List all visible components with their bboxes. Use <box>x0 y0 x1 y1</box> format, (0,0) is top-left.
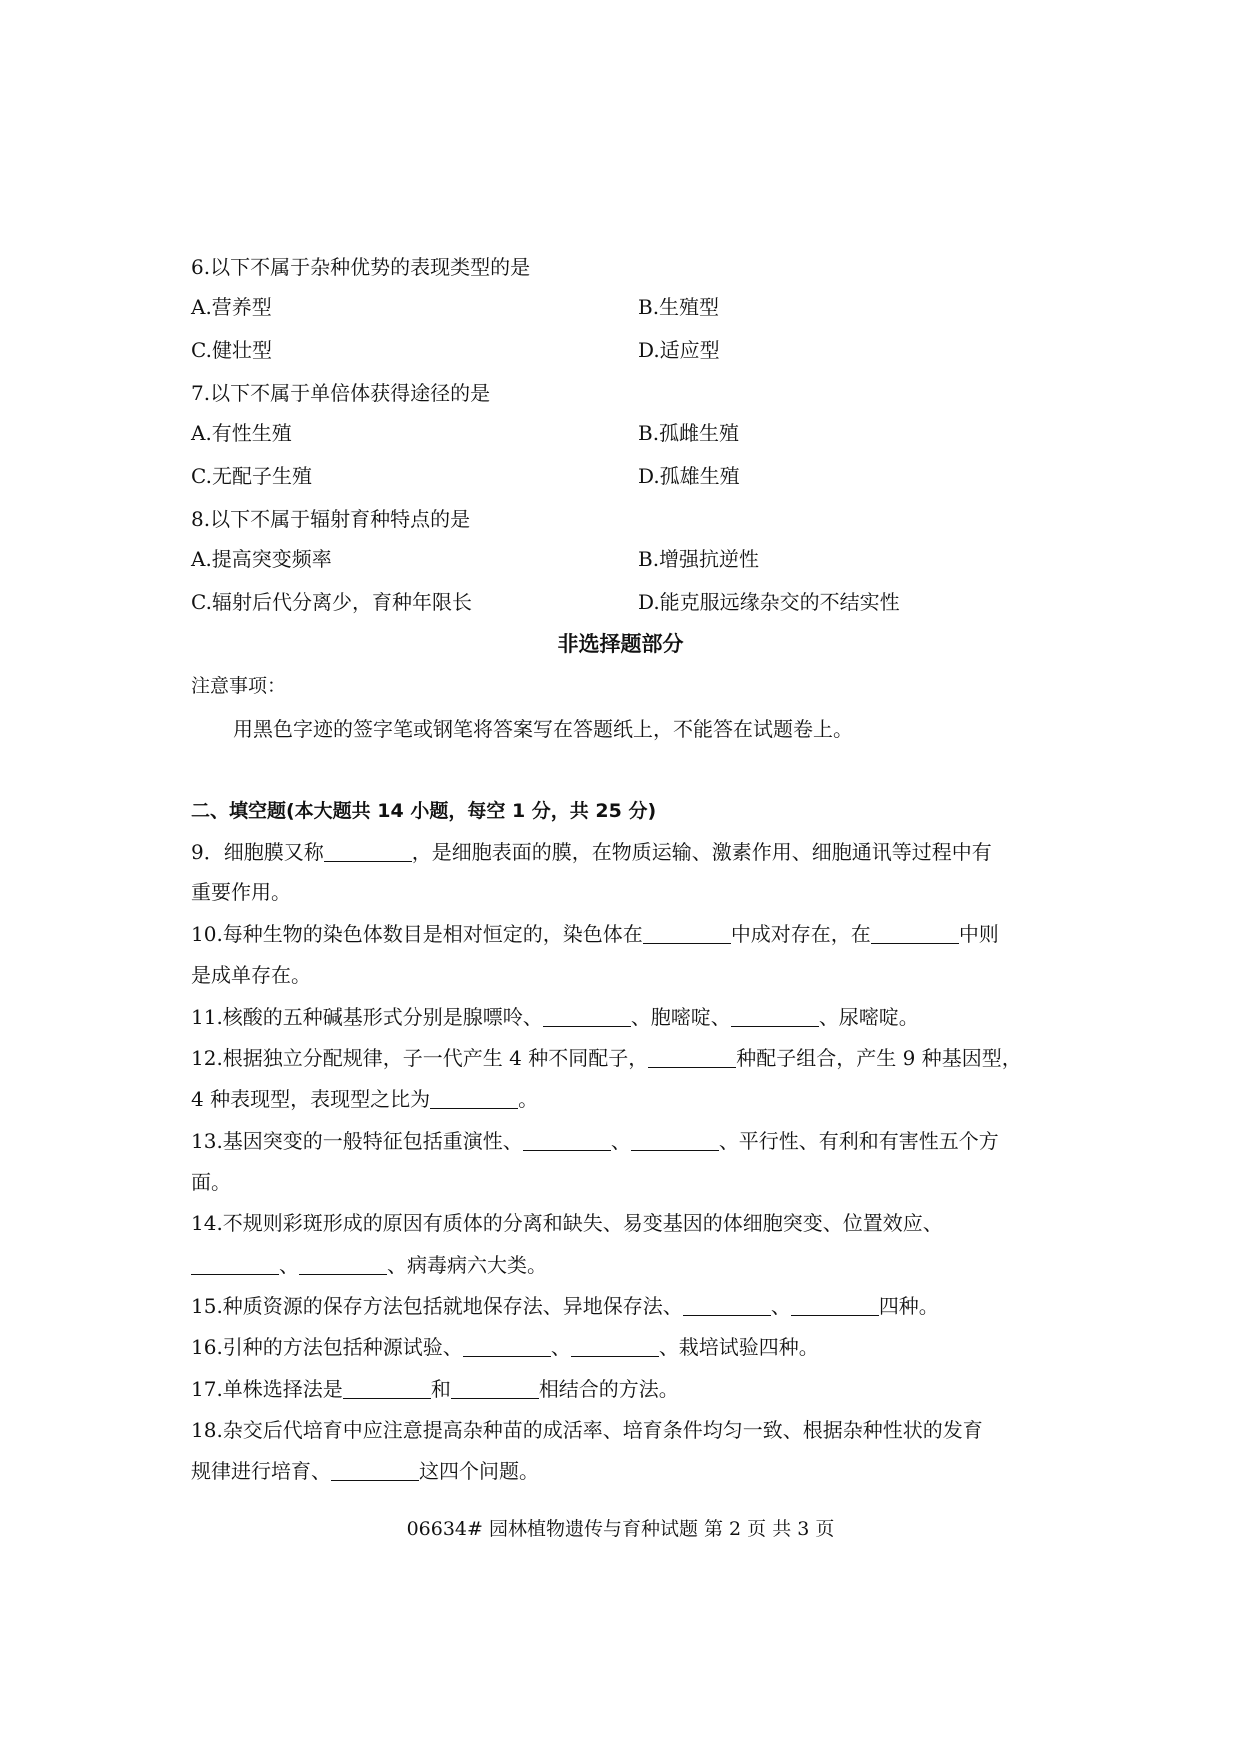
q11-text-3: 、尿嘧啶。 <box>818 1005 919 1029</box>
question-7-option-d: D.孤雄生殖 <box>638 464 740 488</box>
q15-text-2: 、 <box>770 1294 791 1318</box>
question-8-option-c: C.辐射后代分离少，育种年限长 <box>191 590 472 614</box>
answer-blank <box>523 1130 611 1151</box>
question-9-line2: 重要作用。 <box>191 880 291 904</box>
q14-text-3: 、病毒病六大类。 <box>387 1253 547 1277</box>
question-6-stem: 6.以下不属于杂种优势的表现类型的是 <box>191 255 531 279</box>
question-18-line2 <box>191 1457 539 1485</box>
section-title: 非选择题部分 <box>557 632 684 656</box>
question-18-line1: 18.杂交后代培育中应注意提高杂种苗的成活率、培育条件均匀一致、根据杂种性状的发育 <box>191 1418 983 1442</box>
notice-label: 注意事项： <box>191 675 287 697</box>
answer-blank <box>343 1378 431 1399</box>
answer-blank <box>571 1336 659 1357</box>
question-7-option-c: C.无配子生殖 <box>191 464 312 488</box>
question-7-stem: 7.以下不属于单倍体获得途径的是 <box>191 381 491 405</box>
q17-text-2: 和 <box>430 1377 451 1401</box>
question-14-line1: 14.不规则彩斑形成的原因有质体的分离和缺失、易变基因的体细胞突变、位置效应、 <box>191 1211 943 1235</box>
answer-blank <box>791 1295 879 1316</box>
q18-text-3: 这四个问题。 <box>419 1459 539 1483</box>
question-6-option-c: C.健壮型 <box>191 338 272 362</box>
answer-blank <box>643 923 731 944</box>
question-7-option-a: A.有性生殖 <box>191 421 292 445</box>
q13-text-1: 13.基因突变的一般特征包括重演性、 <box>191 1129 523 1153</box>
question-8-option-b: B.增强抗逆性 <box>638 547 760 571</box>
q16-text-1: 16.引种的方法包括种源试验、 <box>191 1335 463 1359</box>
answer-blank <box>871 923 959 944</box>
answer-blank <box>631 1130 719 1151</box>
question-9-line1 <box>191 838 992 866</box>
q13-text-2: 、 <box>610 1129 631 1153</box>
q17-text-3: 相结合的方法。 <box>538 1377 679 1401</box>
q9-text-2: ，是细胞表面的膜，在物质运输、激素作用、细胞通讯等过程中有 <box>411 840 992 864</box>
question-17 <box>191 1375 679 1403</box>
answer-blank <box>731 1006 819 1027</box>
q15-text-3: 四种。 <box>878 1294 939 1318</box>
answer-blank <box>191 1254 279 1275</box>
question-12-line1 <box>191 1044 1022 1072</box>
question-11 <box>191 1003 919 1031</box>
q12-text-4: 。 <box>518 1087 539 1111</box>
q18-text-2: 规律进行培育、 <box>191 1459 331 1483</box>
question-6-option-a: A.营养型 <box>191 295 272 319</box>
question-8-option-d: D.能克服远缘杂交的不结实性 <box>638 590 900 614</box>
q16-text-3: 、栽培试验四种。 <box>658 1335 819 1359</box>
answer-blank <box>430 1088 518 1109</box>
question-10-line1 <box>191 920 999 948</box>
answer-blank <box>543 1006 631 1027</box>
question-8-option-a: A.提高突变频率 <box>191 547 332 571</box>
answer-blank <box>451 1378 539 1399</box>
question-6-option-b: B.生殖型 <box>638 295 720 319</box>
answer-blank <box>463 1336 551 1357</box>
q16-text-2: 、 <box>550 1335 571 1359</box>
question-10-line2: 是成单存在。 <box>191 963 311 987</box>
question-14-line2 <box>191 1251 547 1279</box>
q9-text-1: 9．细胞膜又称 <box>191 840 324 864</box>
answer-blank <box>648 1047 736 1068</box>
q12-text-2: 种配子组合，产生 9 种基因型， <box>736 1046 1022 1070</box>
question-7-option-b: B.孤雌生殖 <box>638 421 740 445</box>
answer-blank <box>331 1460 419 1481</box>
answer-blank <box>324 841 412 862</box>
q10-text-1: 10.每种生物的染色体数目是相对恒定的，染色体在 <box>191 922 643 946</box>
notice-text: 用黑色字迹的签字笔或钢笔将答案写在答题纸上，不能答在试题卷上。 <box>233 717 853 741</box>
q17-text-1: 17.单株选择法是 <box>191 1377 343 1401</box>
q11-text-1: 11.核酸的五种碱基形式分别是腺嘌呤、 <box>191 1005 543 1029</box>
answer-blank <box>683 1295 771 1316</box>
q15-text-1: 15.种质资源的保存方法包括就地保存法、异地保存法、 <box>191 1294 683 1318</box>
q10-text-2: 中成对存在，在 <box>730 922 871 946</box>
q12-text-3: 4 种表现型，表现型之比为 <box>191 1087 431 1111</box>
page-footer: 06634# 园林植物遗传与育种试题 第 2 页 共 3 页 <box>406 1518 835 1540</box>
question-15 <box>191 1292 939 1320</box>
q14-text-2: 、 <box>279 1253 299 1277</box>
question-12-line2 <box>191 1085 538 1113</box>
q13-text-3: 、平行性、有利和有害性五个方 <box>718 1129 999 1153</box>
q12-text-1: 12.根据独立分配规律，子一代产生 4 种不同配子， <box>191 1046 649 1070</box>
answer-blank <box>299 1254 387 1275</box>
question-16 <box>191 1333 819 1361</box>
part2-heading: 二、填空题(本大题共 14 小题，每空 1 分，共 25 分) <box>191 800 657 822</box>
q10-text-3: 中则 <box>958 922 999 946</box>
question-13-line1 <box>191 1127 999 1155</box>
question-8-stem: 8.以下不属于辐射育种特点的是 <box>191 507 471 531</box>
question-13-line2: 面。 <box>191 1170 231 1194</box>
q11-text-2: 、胞嘧啶、 <box>630 1005 731 1029</box>
question-6-option-d: D.适应型 <box>638 338 720 362</box>
